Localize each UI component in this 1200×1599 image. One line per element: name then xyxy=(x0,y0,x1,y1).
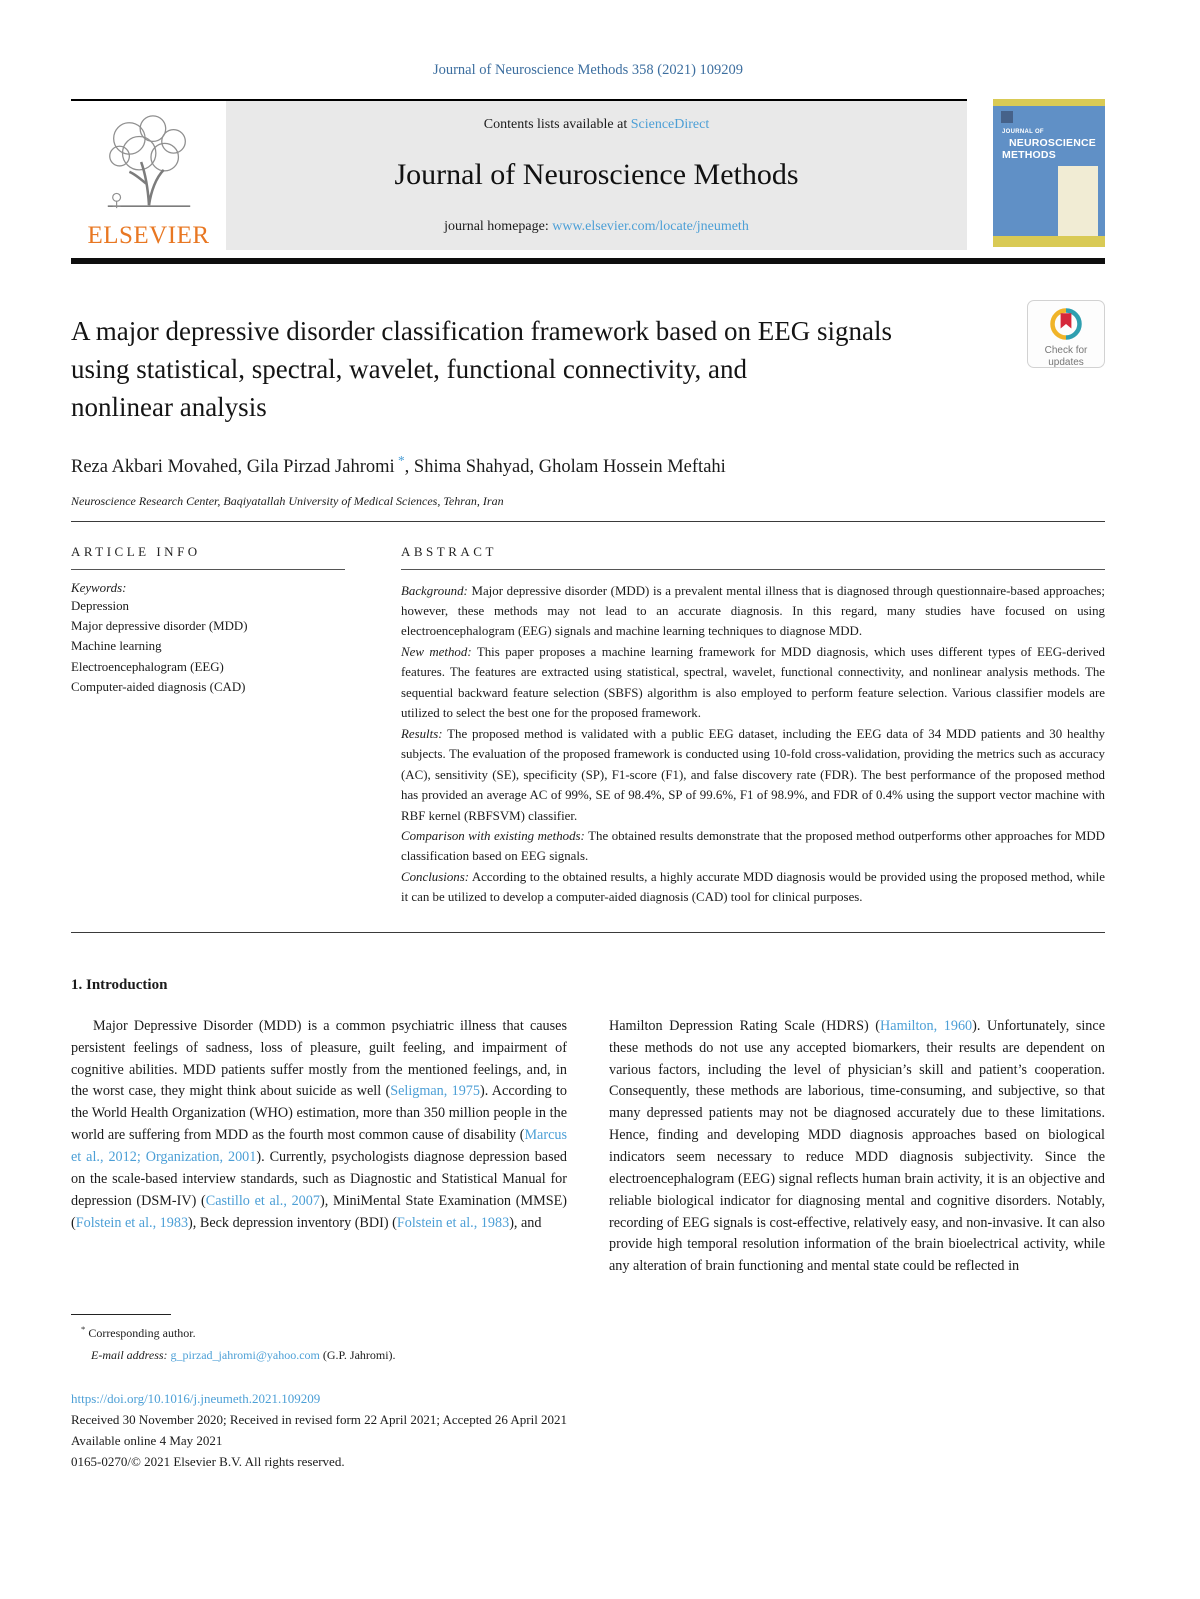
article-title-line: A major depressive disorder classification framework based on EEG signals xyxy=(71,316,893,346)
homepage-prefix: journal homepage: xyxy=(444,219,553,234)
cover-bottom-strip xyxy=(993,236,1105,247)
text-link[interactable]: Hamilton, 1960 xyxy=(880,1017,973,1034)
contents-prefix: Contents lists available at xyxy=(483,117,631,132)
paragraph-lead: Results: xyxy=(401,726,443,741)
text-link[interactable]: * xyxy=(394,453,405,469)
abstract-paragraph xyxy=(401,867,1105,908)
cover-inner-panel xyxy=(1058,166,1098,236)
text-link[interactable]: Castillo et al., 2007 xyxy=(205,1192,320,1209)
check-for-updates-badge[interactable] xyxy=(1027,300,1105,368)
article-info-column xyxy=(71,544,345,908)
keywords-label: Keywords: xyxy=(71,580,127,595)
text-run: ). Currently, psychologists diagnose depression based on the scale-based interview standards, such as Diagnostic and Statistical Manual for depression (DSM-IV) ( xyxy=(71,1148,567,1209)
info-abstract-section xyxy=(71,544,1105,908)
text-run: Major Depressive Disorder (MDD) is a common psychiatric illness that causes persistent feelings of sadness, loss of pleasure, guilt feeling, and impairment of cognitive abilities. MDD patients suffer mostly from the mentioned feelings, and, in the worst case, they might think about suicide as well ( xyxy=(71,1017,567,1100)
journal-reference-header: Journal of Neuroscience Methods 358 (2021) 109209 xyxy=(432,62,744,78)
crossmark-icon xyxy=(1048,329,1084,346)
text-run: (G.P. Jahromi). xyxy=(319,1348,396,1363)
text-run: Corresponding author. xyxy=(85,1326,196,1341)
text-run: E-mail address: xyxy=(91,1348,171,1363)
cover-publisher-mark xyxy=(1001,111,1013,123)
affiliation: Neuroscience Research Center, Baqiyatallah University of Medical Sciences, Tehran, Iran xyxy=(71,493,504,508)
footnote-block xyxy=(71,1314,1105,1364)
check-updates-label xyxy=(1028,345,1104,368)
abstract-body xyxy=(401,581,1105,908)
paragraph-lead: Conclusions: xyxy=(401,869,470,884)
check-updates-line2: updates xyxy=(1048,356,1084,368)
sciencedirect-link[interactable]: ScienceDirect xyxy=(630,117,710,132)
section-divider xyxy=(71,521,1105,522)
text-link[interactable]: Marcus et al., 2012; Organization, 2001 xyxy=(71,1127,567,1165)
cover-title-line3: METHODS xyxy=(1002,149,1056,161)
body-columns xyxy=(71,1016,1105,1278)
text-run: ). Unfortunately, since these methods do not use any accepted biomarkers, their results are dependent on various factors, including the level of physician’s skill and patient’s cooperation. Consequently, these methods are laborious, time-consuming, and subjective, so that many depressed patients may not be diagnosed accurately due to these limitations. Hence, finding and developing MDD diagnosis approaches based on biological indicators seem necessary to reduce MDD diagnosis subjectivity. Since the electroencephalogram (EEG) signal reflects human brain activity, it is an objective and reliable biological indicator for diagnosing mental and cognitive disorders. Notably, recording of EEG signals is cost-effective, relatively easy, and non-invasive. It can also provide high temporal resolution information of the brain bioelectrical activity, while any alteration of brain functioning and mental state could be reflected in xyxy=(609,1017,1105,1275)
introduction-heading: 1. Introduction xyxy=(71,976,168,993)
elsevier-logo[interactable] xyxy=(71,101,226,250)
cover-title-line1: JOURNAL OF xyxy=(1002,129,1044,135)
text-run: ). According to the World Health Organization (WHO) estimation, more than 350 million people in the world are suffering from MDD as the fourth most common cause of disability ( xyxy=(71,1083,568,1144)
paragraph-lead: Comparison with existing methods: xyxy=(401,828,585,843)
article-title xyxy=(71,313,1027,426)
text-run: ), Beck depression inventory (BDI) ( xyxy=(188,1214,397,1231)
contents-line xyxy=(236,117,957,133)
keyword-item: Depression xyxy=(71,598,129,613)
keyword-item: Electroencephalogram (EEG) xyxy=(71,659,224,674)
text-run: * xyxy=(81,1324,86,1335)
article-title-line: nonlinear analysis xyxy=(71,391,267,422)
title-row xyxy=(71,264,1105,426)
article-info-rule xyxy=(71,569,345,570)
text-run: Hamilton Depression Rating Scale (HDRS) ( xyxy=(609,1017,881,1034)
text-run: Reza Akbari Movahed, Gila Pirzad Jahromi xyxy=(71,457,395,478)
page-content xyxy=(71,0,1105,1472)
abstract-column xyxy=(401,544,1105,908)
paragraph-lead: Background: xyxy=(401,583,468,598)
text-run: ), and xyxy=(509,1214,542,1231)
abstract-paragraph xyxy=(401,642,1105,724)
journal-banner xyxy=(226,101,967,250)
text-link[interactable]: Seligman, 1975 xyxy=(390,1083,480,1100)
elsevier-wordmark: ELSEVIER xyxy=(87,222,210,249)
email-address-note xyxy=(91,1346,1105,1364)
abstract-paragraph xyxy=(401,581,1105,642)
text-link[interactable]: Folstein et al., 1983 xyxy=(396,1214,510,1231)
elsevier-tree-icon xyxy=(90,202,208,219)
masthead xyxy=(71,99,1105,250)
keyword-item: Computer-aided diagnosis (CAD) xyxy=(71,680,246,695)
available-online: Available online 4 May 2021 xyxy=(71,1433,223,1449)
keywords-list xyxy=(71,596,345,698)
paragraph-text: The obtained results demonstrate that the proposed method outperforms other approaches for MDD classification based on EEG signals. xyxy=(401,828,1105,864)
keyword-item: Machine learning xyxy=(71,639,162,654)
abstract-paragraph xyxy=(401,826,1105,867)
paragraph-text: According to the obtained results, a highly accurate MDD diagnosis would be provided using the proposed method, while it can be utilized to develop a computer-aided diagnosis (CAD) tool for clinical purposes. xyxy=(401,869,1105,905)
cover-top-strip xyxy=(993,99,1105,106)
body-column-right xyxy=(609,1016,1105,1278)
homepage-line xyxy=(236,219,957,235)
cover-title-line2: NEUROSCIENCE xyxy=(1009,137,1096,149)
paragraph-lead: New method: xyxy=(401,644,472,659)
homepage-url-link[interactable]: www.elsevier.com/locate/jneumeth xyxy=(552,219,749,234)
text-run: ), MiniMental State Examination (MMSE) ( xyxy=(71,1192,567,1231)
keyword-item: Major depressive disorder (MDD) xyxy=(71,618,248,633)
text-link[interactable]: Folstein et al., 1983 xyxy=(75,1214,189,1231)
article-footer xyxy=(71,1388,1105,1472)
paragraph-text: The proposed method is validated with a public EEG dataset, including the EEG data of 34 MDD patients and 30 healthy subjects. The evaluation of the proposed framework is conducted using 10-fold cross-validation, providing the metrics such as accuracy (AC), sensitivity (SE), specificity (SP), F1-score (F1), and false discovery rate (FDR). The best performance of the proposed method has provided an average AC of 99%, SE of 98.4%, SP of 99.6%, F1 of 98.9%, and FDR of 0.4% using the support vector machine with RBF kernel (RBFSVM) classifier. xyxy=(401,726,1105,823)
abstract-paragraph xyxy=(401,724,1105,826)
author-list xyxy=(71,453,1105,478)
copyright-line: 0165-0270/© 2021 Elsevier B.V. All rights reserved. xyxy=(71,1454,345,1470)
journal-title: Journal of Neuroscience Methods xyxy=(394,158,799,191)
body-column-left xyxy=(71,1016,567,1278)
paragraph-text: Major depressive disorder (MDD) is a prevalent mental illness that is diagnosed through questionnaire-based approaches; however, these methods may not lead to an accurate diagnosis. In this regard, many studies have focused on using electroencephalogram (EEG) signals and machine learning techniques to diagnose MDD. xyxy=(401,583,1105,639)
received-dates: Received 30 November 2020; Received in revised form 22 April 2021; Accepted 26 April 2021 xyxy=(71,1412,568,1428)
abstract-bottom-divider xyxy=(71,932,1105,933)
abstract-heading: ABSTRACT xyxy=(401,543,497,559)
paragraph-text: This paper proposes a machine learning framework for MDD diagnosis, which uses different types of EEG-derived features. The features are extracted using statistical, spectral, wavelet, functional connectivity, and nonlinear analysis methods. The sequential backward feature selection (SBFS) algorithm is also employed to perform feature selection. Various classifier models are utilized to select the best one for the proposed framework. xyxy=(401,644,1105,721)
text-link[interactable]: g_pirzad_jahromi@yahoo.com xyxy=(170,1348,320,1363)
text-run: , Shima Shahyad, Gholam Hossein Meftahi xyxy=(404,457,726,478)
abstract-rule xyxy=(401,569,1105,570)
masthead-main xyxy=(71,99,967,250)
doi-link[interactable]: https://doi.org/10.1016/j.jneumeth.2021.109209 xyxy=(71,1391,321,1407)
intro-paragraph-left xyxy=(71,1016,567,1235)
corresponding-author-note xyxy=(81,1323,1105,1342)
article-info-heading: ARTICLE INFO xyxy=(71,543,201,559)
article-title-line: using statistical, spectral, wavelet, functional connectivity, and xyxy=(71,353,748,384)
check-updates-line1: Check for xyxy=(1044,345,1088,356)
journal-cover-thumbnail[interactable] xyxy=(993,99,1105,247)
footnote-rule xyxy=(71,1314,171,1315)
intro-paragraph-right xyxy=(609,1016,1105,1278)
